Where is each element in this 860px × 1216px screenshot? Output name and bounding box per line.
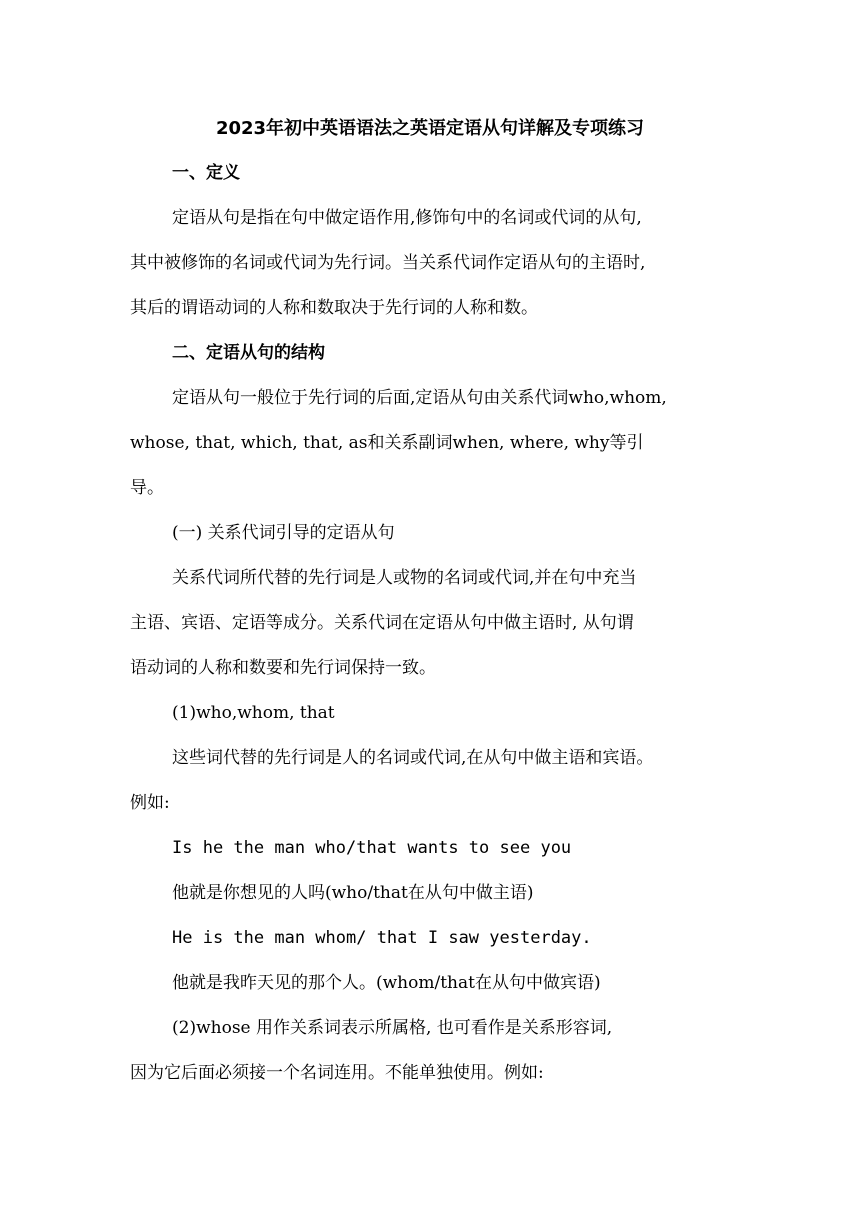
subsection-heading: (一) 关系代词引导的定语从句 [172, 523, 395, 543]
paragraph-line: 例如: [130, 793, 170, 813]
paragraph-line: 因为它后面必须接一个名词连用。不能单独使用。例如: [130, 1063, 544, 1083]
section-heading-structure: 二、定语从句的结构 [172, 343, 325, 363]
paragraph-line: 主语、宾语、定语等成分。关系代词在定语从句中做主语时, 从句谓 [130, 613, 634, 633]
paragraph-line: (2)whose 用作关系词表示所属格, 也可看作是关系形容词, [172, 1018, 613, 1038]
item-heading: (1)who,whom, that [172, 703, 335, 723]
example-sentence: Is he the man who/that wants to see you [172, 838, 572, 858]
paragraph-line: 这些词代替的先行词是人的名词或代词,在从句中做主语和宾语。 [172, 748, 654, 768]
paragraph-line: 导。 [130, 478, 164, 498]
section-heading-definition: 一、定义 [172, 163, 240, 183]
paragraph-line: 语动词的人称和数要和先行词保持一致。 [130, 658, 436, 678]
paragraph-line: 关系代词所代替的先行词是人或物的名词或代词,并在句中充当 [172, 568, 637, 588]
paragraph-line: 定语从句一般位于先行词的后面,定语从句由关系代词who,whom, [172, 388, 667, 408]
paragraph-line: 其中被修饰的名词或代词为先行词。当关系代词作定语从句的主语时, [130, 253, 646, 273]
document-title: 2023年初中英语语法之英语定语从句详解及专项练习 [215, 118, 645, 139]
example-translation: 他就是我昨天见的那个人。(whom/that在从句中做宾语) [172, 973, 601, 993]
example-translation: 他就是你想见的人吗(who/that在从句中做主语) [172, 883, 534, 903]
paragraph-line: whose, that, which, that, as和关系副词when, where, why等引 [130, 433, 644, 453]
example-sentence: He is the man whom/ that I saw yesterday. [172, 928, 592, 948]
paragraph-line: 定语从句是指在句中做定语作用,修饰句中的名词或代词的从句, [172, 208, 642, 228]
paragraph-line: 其后的谓语动词的人称和数取决于先行词的人称和数。 [130, 298, 538, 318]
